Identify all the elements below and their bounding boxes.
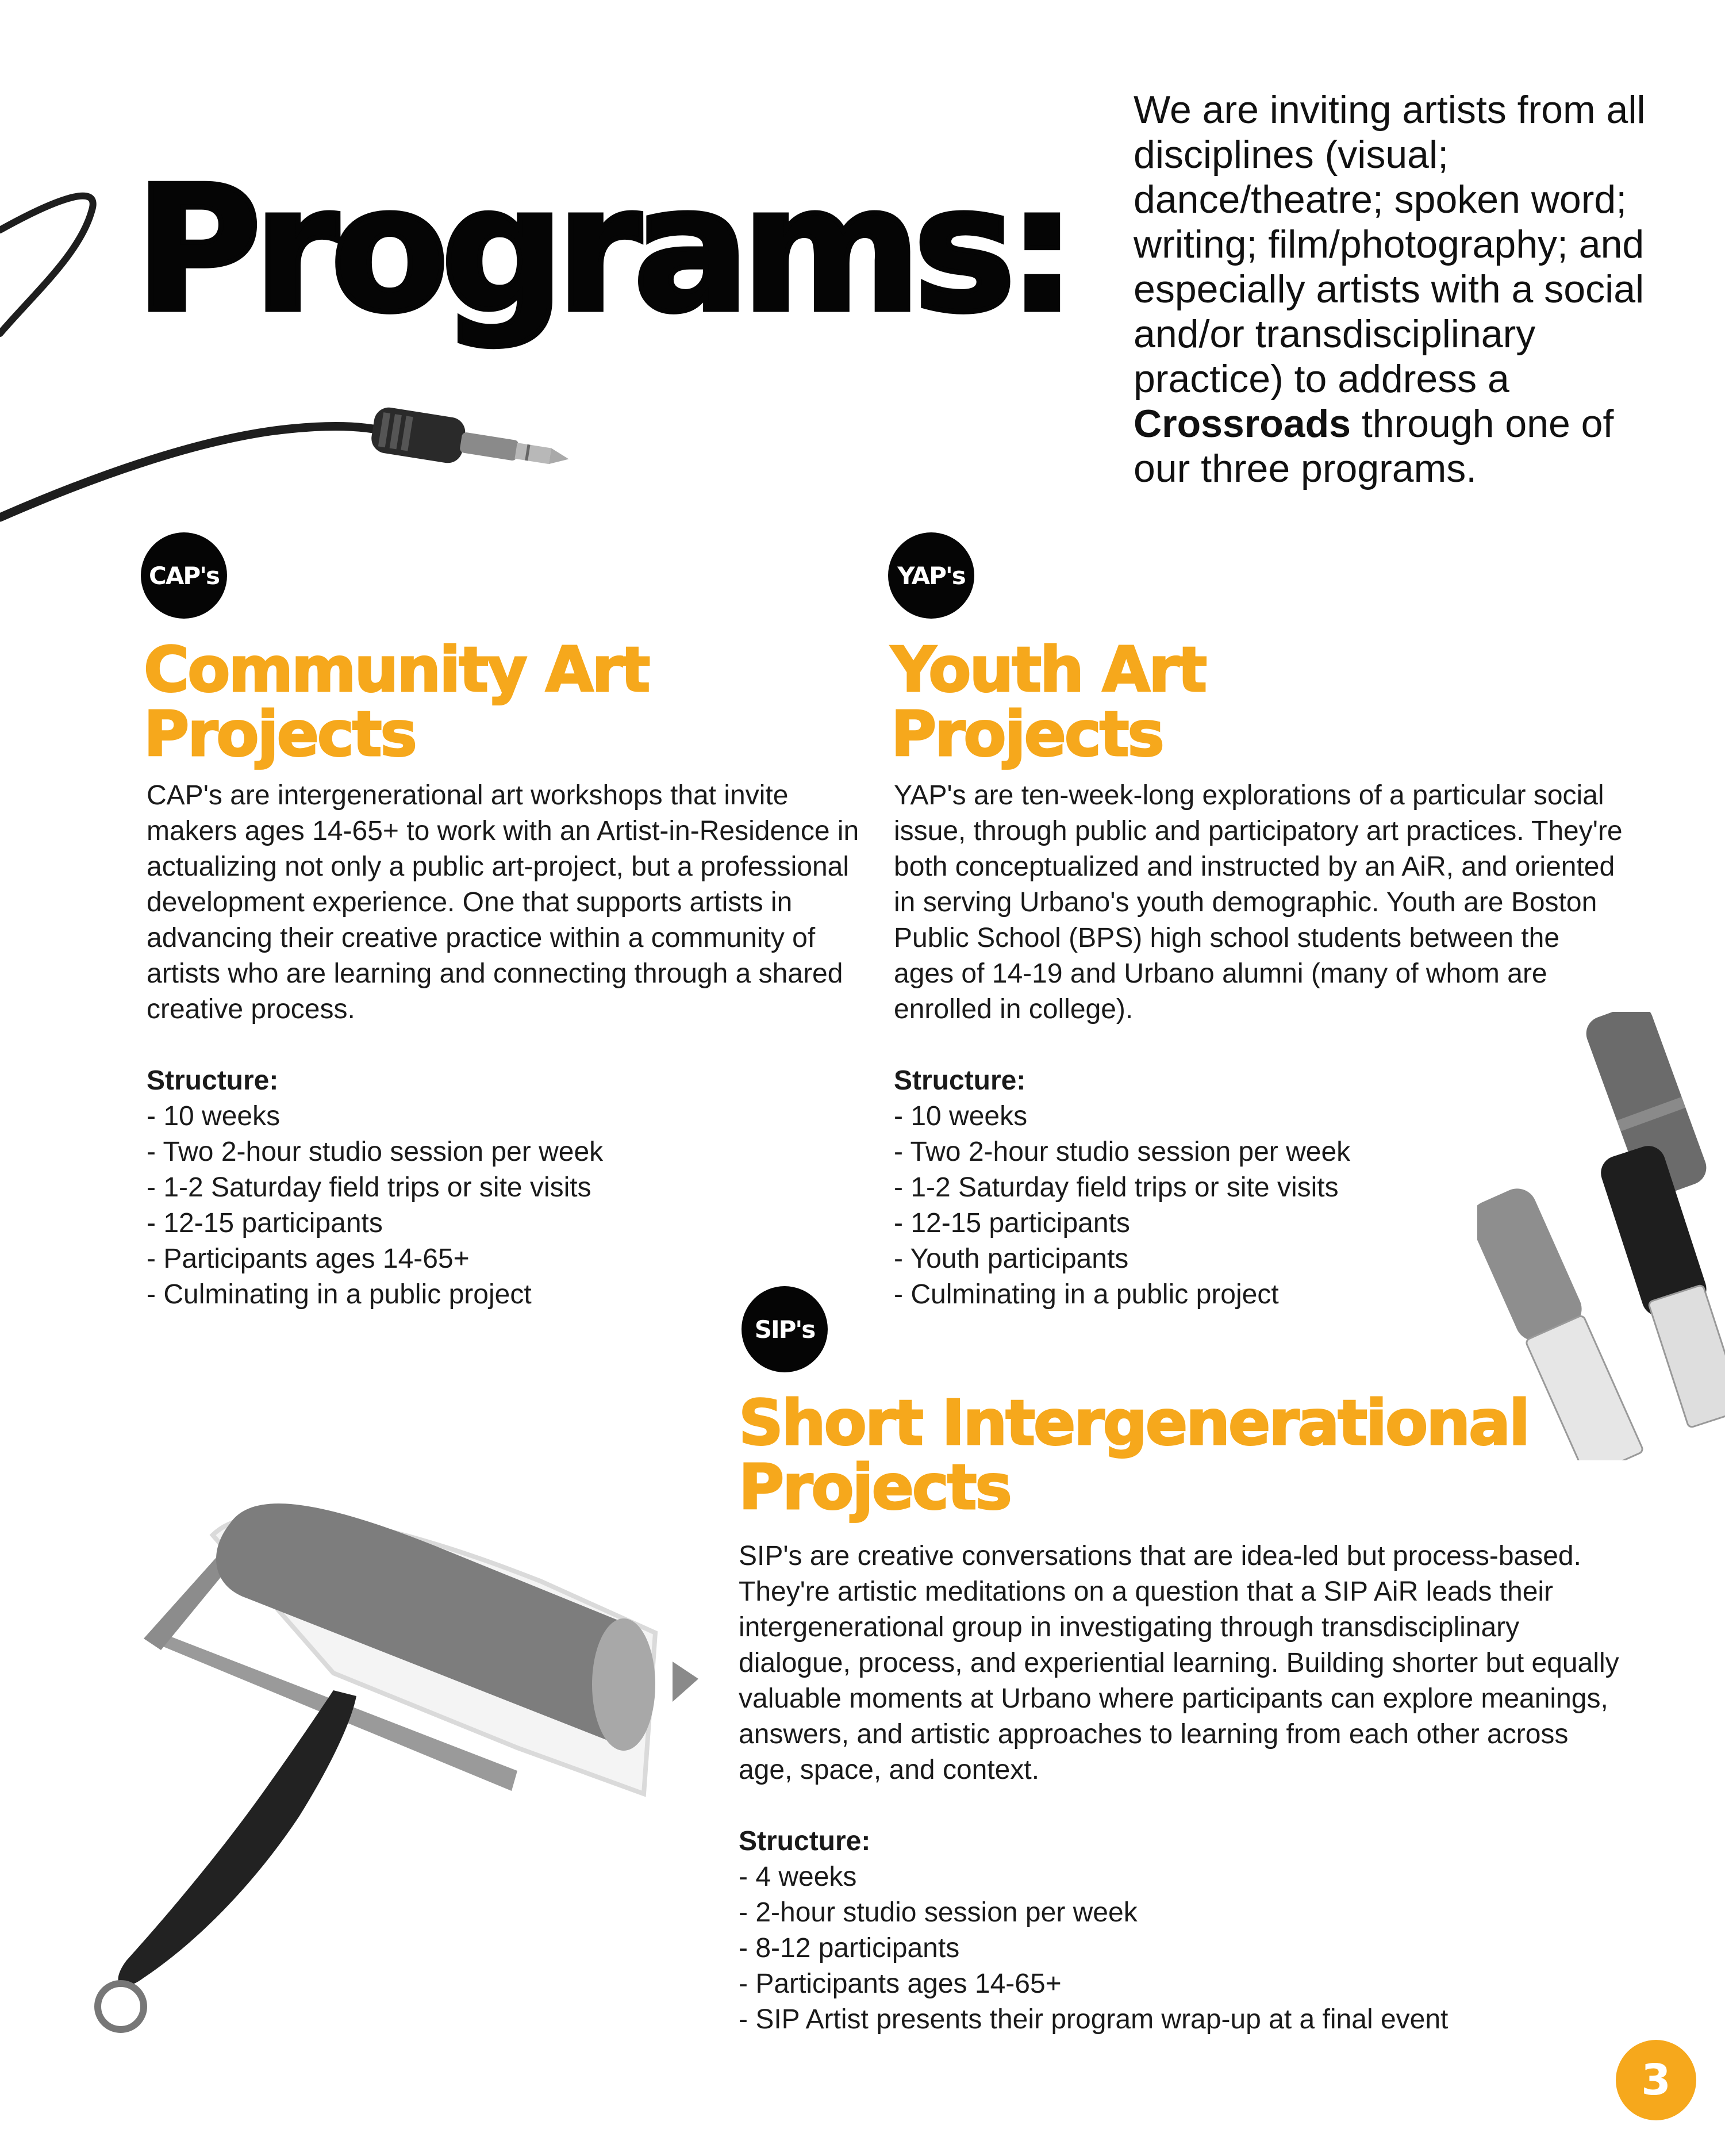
cap-structure-label: Structure: [147,1065,279,1096]
list-item: - 10 weeks [147,1099,859,1134]
cap-heading [144,634,845,770]
intro-text-end: through one of our three programs. [1134,402,1614,490]
list-item: - 2-hour studio session per week [739,1895,1624,1931]
cap-heading-line1: Community Art [144,634,649,706]
cap-body [147,778,859,1313]
sip-structure-list [739,1859,1624,2038]
list-item: - Youth participants [894,1241,1624,1277]
sip-heading-line2: Projects [739,1452,1011,1524]
list-item: - Culminating in a public project [147,1277,859,1313]
list-item: - 10 weeks [894,1099,1624,1134]
sip-heading-line1: Short Intergenerational [739,1387,1529,1459]
brayer-roller-icon [80,1426,701,2070]
list-item: - 4 weeks [739,1859,1624,1895]
list-item: - 12-15 participants [894,1206,1624,1241]
list-item: - 1-2 Saturday field trips or site visits [894,1170,1624,1206]
list-item: - Two 2-hour studio session per week [147,1134,859,1170]
sip-body [739,1539,1624,2038]
yap-body [894,778,1624,1313]
intro-bold-keyword: Crossroads [1134,402,1351,446]
sip-description: SIP's are creative conversations that are idea-led but process-based. They're artistic meditations on a question that a SIP AiR leads their intergenerational group in investigating through transdisciplinary dialogue, process, and experiential learning. Building shorter but equally valuable moments at Urbano where participants can explore meanings, answers, and artistic approaches to learning from each other across age, space, and context. [739,1541,1619,1785]
yap-badge: YAP's [888,532,974,619]
intro-paragraph [1134,87,1651,491]
list-item: - 12-15 participants [147,1206,859,1241]
intro-text: We are inviting artists from all disciplines (visual; dance/theatre; spoken word; writing; film/photography; and especially artists with a social and/or transdisciplinary practice) to address a [1134,88,1646,401]
list-item: - 8-12 participants [739,1931,1624,1966]
sip-structure-label: Structure: [739,1826,871,1856]
yap-description: YAP's are ten-week-long explorations of a particular social issue, through public and participatory art practices. They're both conceptualized and instructed by an AiR, and oriented in serving Urbano's youth demographic. Youth are Boston Public School (BPS) high school students between the ages of 14-19 and Urbano alumni (many of whom are enrolled in college). [894,780,1623,1025]
yap-heading-line2: Projects [891,699,1163,770]
yap-structure-label: Structure: [894,1065,1026,1096]
page-title: Programs: [135,149,1069,350]
yap-structure-list [894,1099,1624,1313]
sip-heading [739,1387,1635,1524]
cap-heading-line2: Projects [144,699,416,770]
list-item: - Two 2-hour studio session per week [894,1134,1624,1170]
list-item: - 1-2 Saturday field trips or site visits [147,1170,859,1206]
list-item: - Participants ages 14-65+ [739,1966,1624,2002]
list-item: - Culminating in a public project [894,1277,1624,1313]
cap-description: CAP's are intergenerational art workshops that invite makers ages 14-65+ to work with an Artist-in-Residence in actualizing not only a public art-project, but a professional development experience. One that supports artists in advancing their creative practice within a community of artists who are learning and connecting through a shared creative process. [147,780,859,1025]
yap-heading-line1: Youth Art [891,634,1205,706]
page-number-badge: 3 [1616,2040,1696,2120]
yap-heading [891,634,1581,770]
cap-structure-list [147,1099,859,1313]
sip-badge: SIP's [742,1286,828,1372]
cap-badge: CAP's [141,532,227,619]
list-item: - SIP Artist presents their program wrap-up at a final event [739,2002,1624,2038]
list-item: - Participants ages 14-65+ [147,1241,859,1277]
